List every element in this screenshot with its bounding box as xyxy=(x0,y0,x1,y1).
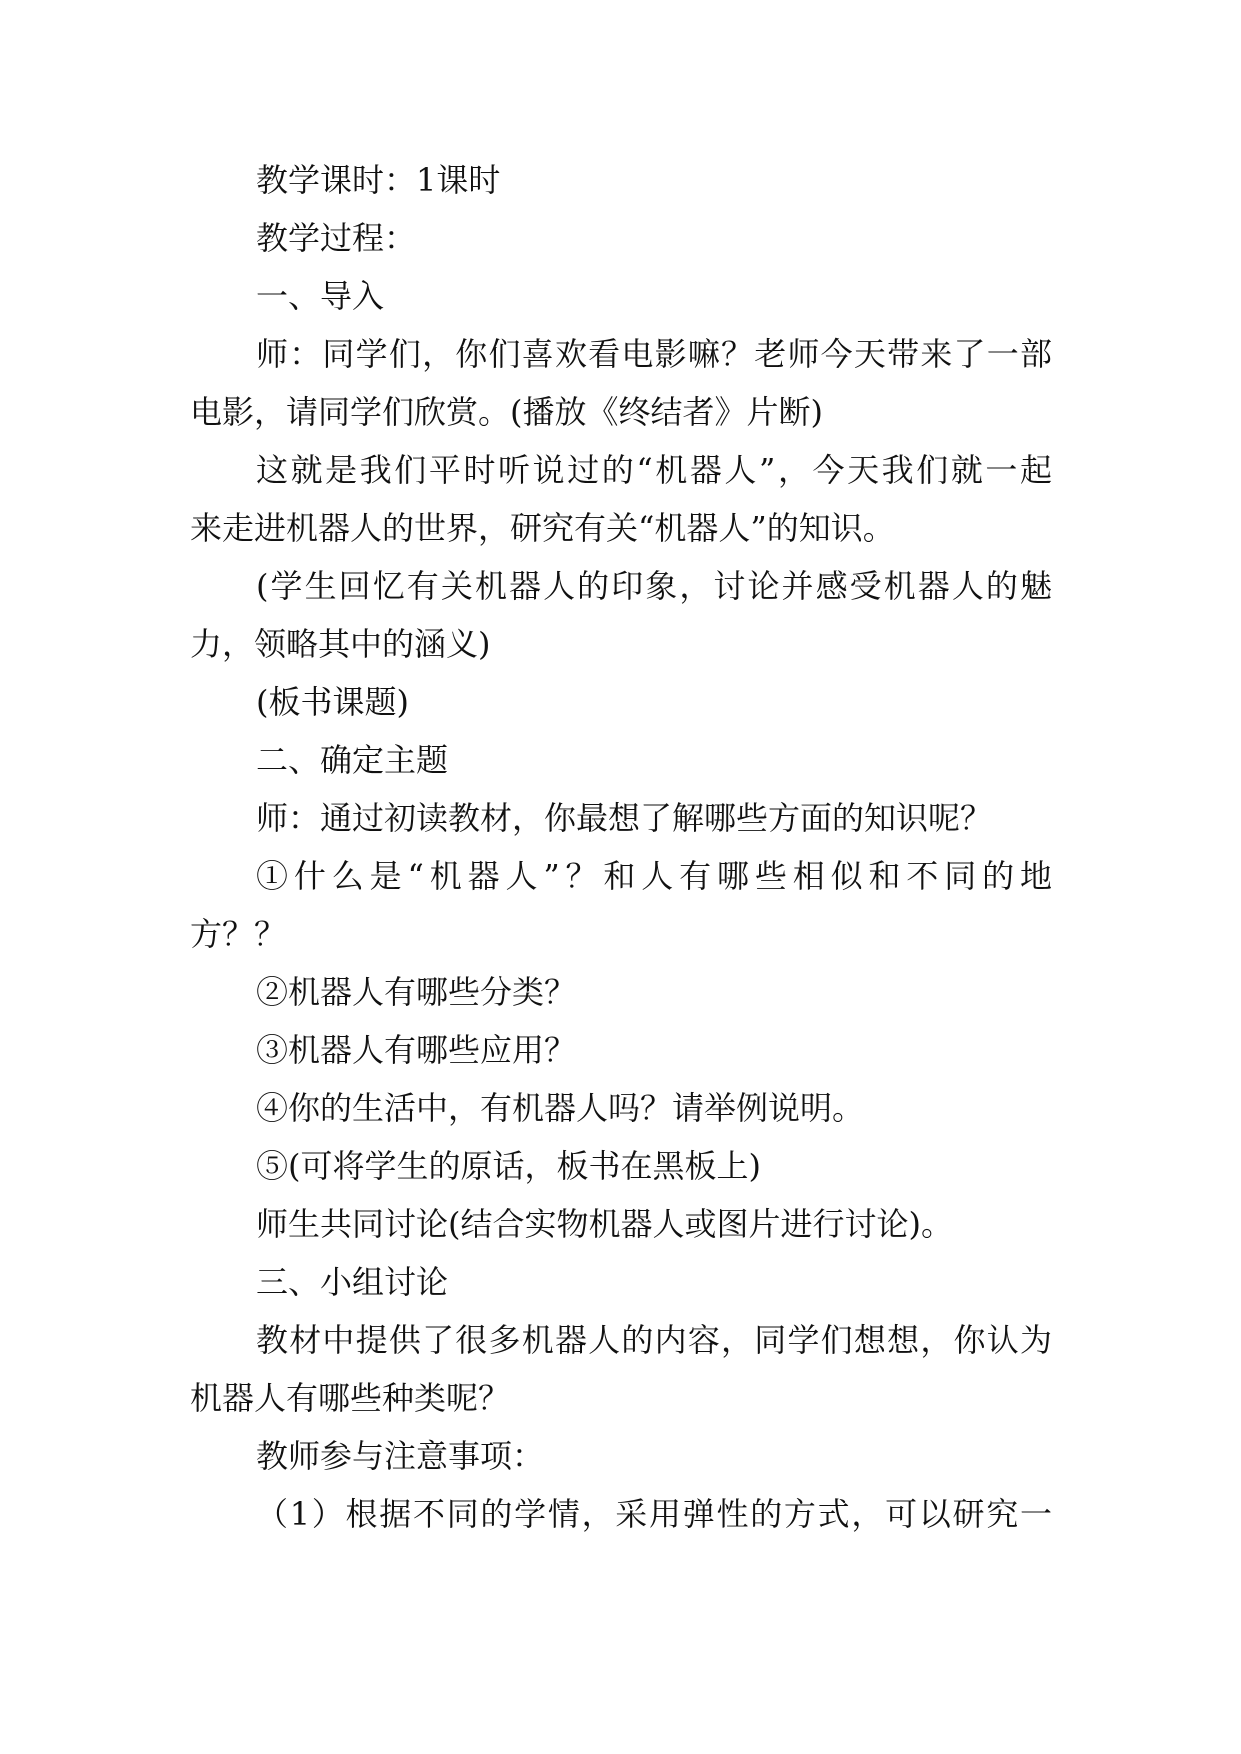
paragraph-line: 教师参与注意事项： xyxy=(256,1437,545,1475)
list-item-1: ①什么是“机器人”？和人有哪些相似和不同的地 xyxy=(256,857,1052,895)
paragraph-line: 教材中提供了很多机器人的内容，同学们想想，你认为 xyxy=(256,1321,1052,1359)
list-item-2: ②机器人有哪些分类？ xyxy=(256,973,577,1011)
paragraph-line: 师生共同讨论(结合实物机器人或图片进行讨论)。 xyxy=(256,1205,953,1243)
paragraph-line: 师：通过初读教材，你最想了解哪些方面的知识呢？ xyxy=(256,799,993,837)
paragraph-line: 机器人有哪些种类呢？ xyxy=(190,1379,511,1417)
paragraph-line: 这就是我们平时听说过的“机器人”，今天我们就一起 xyxy=(256,451,1052,489)
paragraph-line: 电影，请同学们欣赏。(播放《终结者》片断) xyxy=(190,393,823,431)
paragraph-line: 师：同学们，你们喜欢看电影嘛？老师今天带来了一部 xyxy=(256,335,1052,373)
list-item-4: ④你的生活中，有机器人吗？请举例说明。 xyxy=(256,1089,865,1127)
paragraph-line: 来走进机器人的世界，研究有关“机器人”的知识。 xyxy=(190,509,895,547)
paragraph-line: (板书课题) xyxy=(256,683,409,721)
text-line-teaching-process: 教学过程： xyxy=(256,219,417,257)
paragraph-line: （1）根据不同的学情，采用弹性的方式，可以研究一 xyxy=(256,1495,1052,1533)
heading-introduction: 一、导入 xyxy=(256,277,385,315)
heading-determine-topic: 二、确定主题 xyxy=(256,741,449,779)
paragraph-line: 力，领略其中的涵义) xyxy=(190,625,491,663)
paragraph-line: (学生回忆有关机器人的印象，讨论并感受机器人的魅 xyxy=(256,567,1052,605)
list-item-3: ③机器人有哪些应用？ xyxy=(256,1031,577,1069)
paragraph-line: 方？？ xyxy=(190,915,287,953)
heading-group-discussion: 三、小组讨论 xyxy=(256,1263,449,1301)
list-item-5: ⑤(可将学生的原话，板书在黑板上) xyxy=(256,1147,761,1185)
text-line-lesson-hours: 教学课时：1课时 xyxy=(256,161,501,199)
